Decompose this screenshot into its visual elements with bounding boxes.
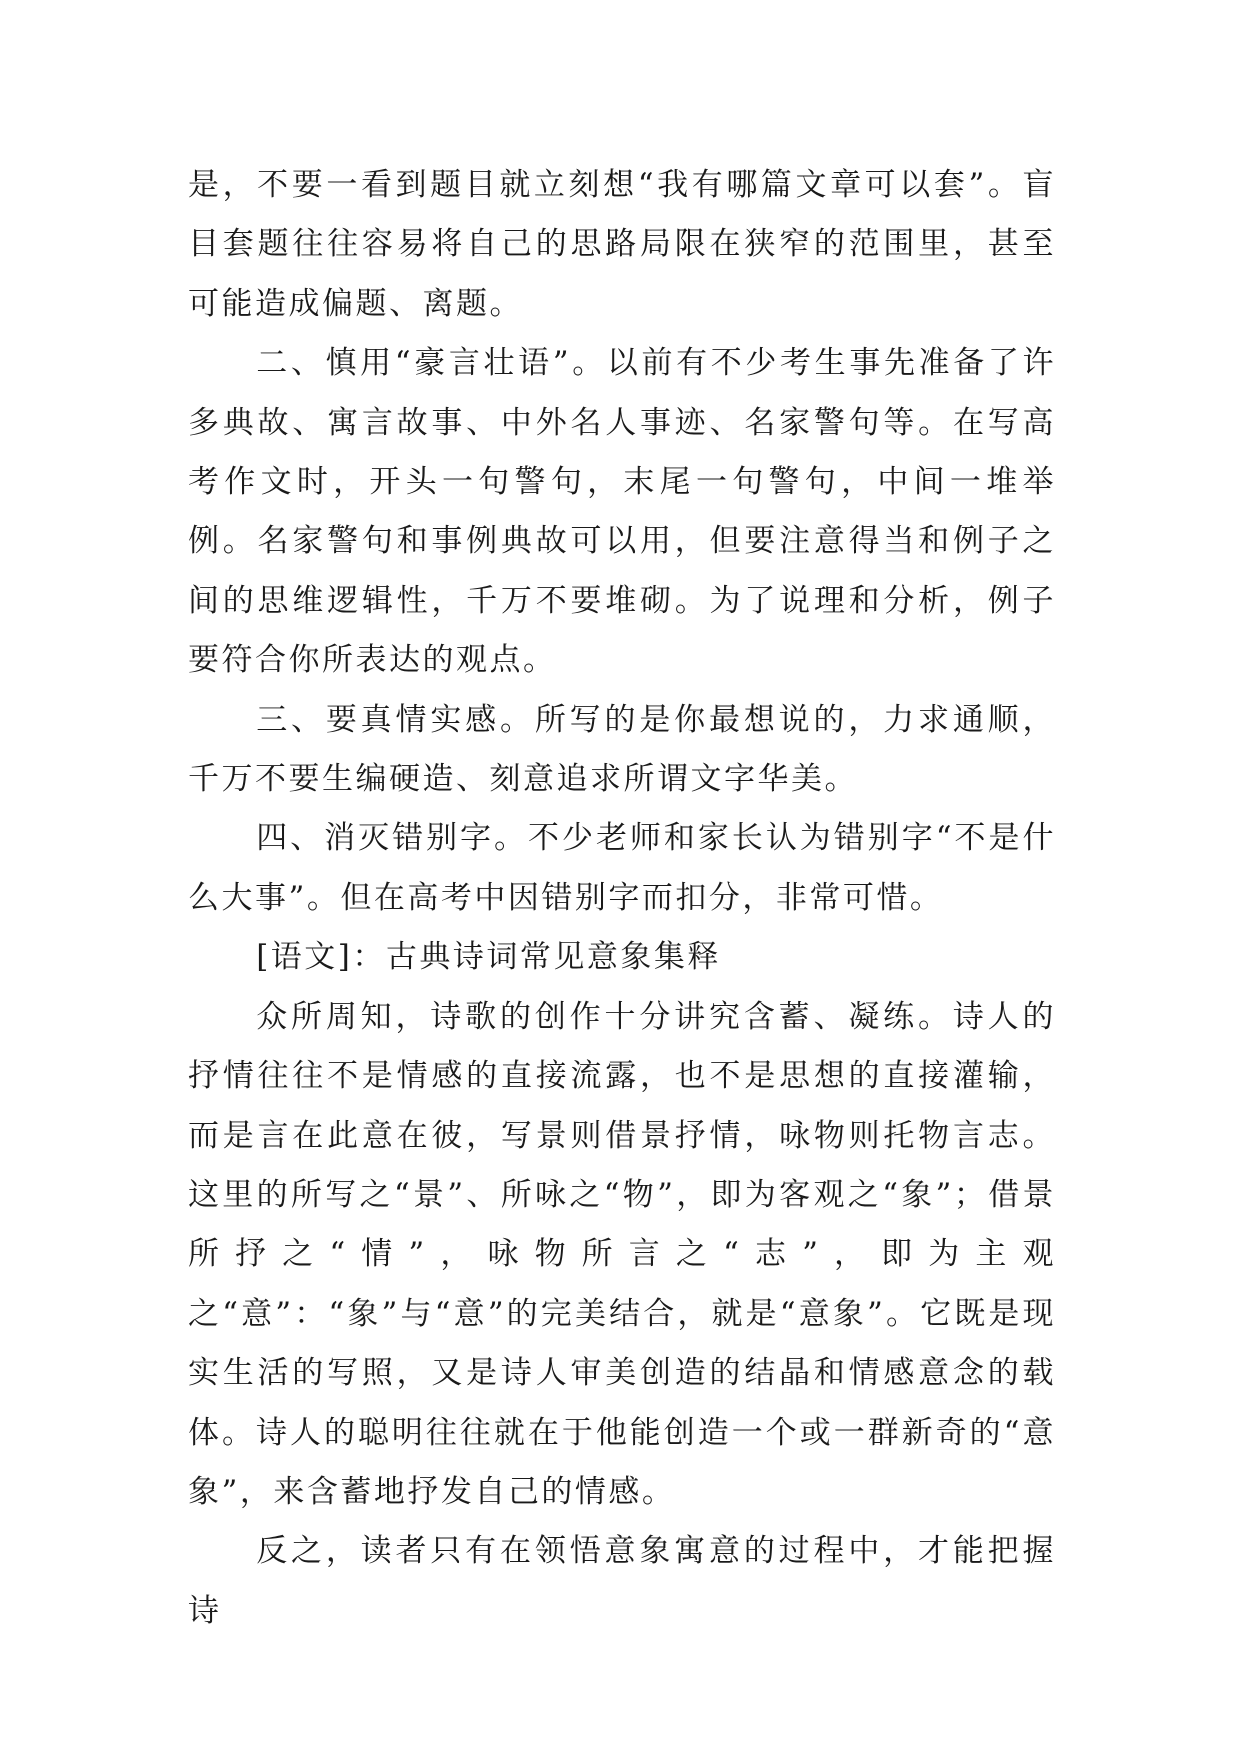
section-heading: [语文]：古典诗词常见意象集释 (256, 939, 721, 976)
paragraph-continuation: 是，不要一看到题目就立刻想“我有哪篇文章可以套”。盲目套题往往容易将自己的思路局限在狭窄的范围里，甚至可能造成偏题、离题。 (188, 167, 1056, 322)
paragraph-point-two: 二、慎用“豪言壮语”。以前有不少考生事先准备了许多典故、寓言故事、中外名人事迹、名家警句等。在写高考作文时，开头一句警句，末尾一句警句，中间一堆举例。名家警句和事例典故可以用，但要注意得当和例子之间的思维逻辑性，千万不要堆砌。为了说理和分析，例子要符合你所表达的观点。 (188, 345, 1056, 679)
paragraph-reader: 反之，读者只有在领悟意象寓意的过程中，才能把握诗 (188, 1533, 1056, 1629)
paragraph-imagery-intro: 众所周知，诗歌的创作十分讲究含蓄、凝练。诗人的抒情往往不是情感的直接流露，也不是思想的直接灌输，而是言在此意在彼，写景则借景抒情，咏物则托物言志。这里的所写之“景”、所咏之“物”，即为客观之“象”；借景所抒之“情”，咏物所言之“志”，即为主观之“意”：“象”与“意”的完美结合，就是“意象”。它既是现实生活的写照，又是诗人审美创造的结晶和情感意念的载体。诗人的聪明往往就在于他能创造一个或一群新奇的“意象”，来含蓄地抒发自己的情感。 (188, 998, 1056, 1510)
paragraph-point-four: 四、消灭错别字。不少老师和家长认为错别字“不是什么大事”。但在高考中因错别字而扣分，非常可惜。 (188, 820, 1056, 916)
paragraph-point-three: 三、要真情实感。所写的是你最想说的，力求通顺，千万不要生编硬造、刻意追求所谓文字华美。 (188, 701, 1056, 798)
document-body (188, 156, 1056, 1641)
